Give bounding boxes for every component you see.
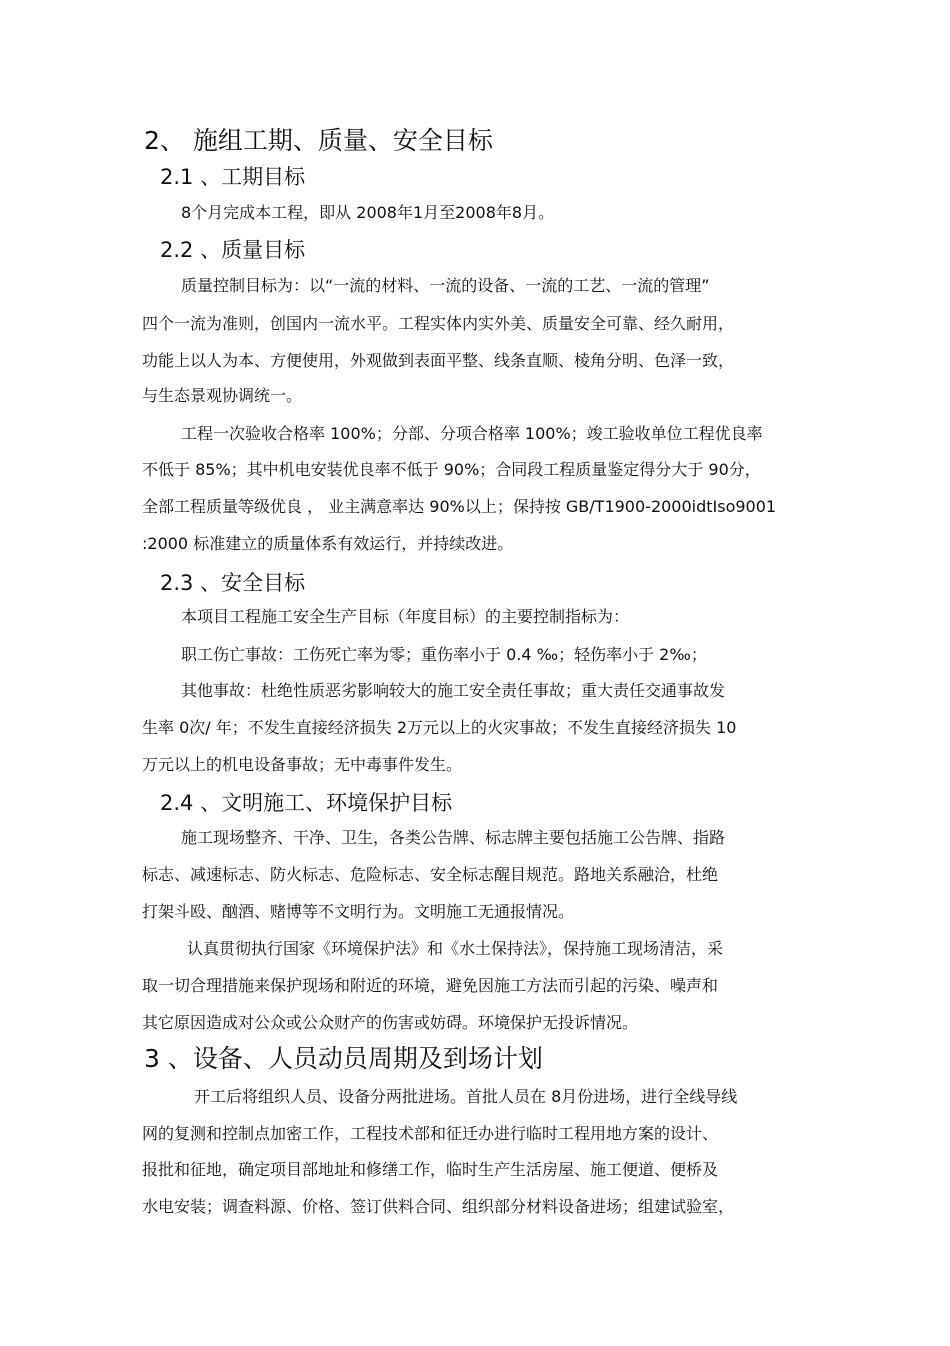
paragraph-line: 本项目工程施工安全生产目标（年度目标）的主要控制指标为： xyxy=(181,607,630,626)
section-2-1-heading: 2.1 、工期目标 xyxy=(160,165,306,189)
paragraph-line: 8个月完成本工程，即从 2008年1月至2008年8月。 xyxy=(181,203,555,222)
section-2-2-heading: 2.2 、质量目标 xyxy=(160,238,306,262)
paragraph-line: 生率 0次/ 年；不发生直接经济损失 2万元以上的火灾事故；不发生直接经济损失 10 xyxy=(142,718,737,737)
paragraph-line: 水电安装；调查料源、价格、签订供料合同、组织部分材料设备进场；组建试验室， xyxy=(142,1197,735,1216)
paragraph-line: 开工后将组织人员、设备分两批进场。首批人员在 8月份进场，进行全线导线 xyxy=(194,1087,738,1106)
paragraph-line: 功能上以人为本、方便使用，外观做到表面平整、线条直顺、棱角分明、色泽一致， xyxy=(142,351,735,370)
paragraph-line: 万元以上的机电设备事故；无中毒事件发生。 xyxy=(142,755,463,774)
paragraph-line: 四个一流为准则，创国内一流水平。工程实体内实外美、质量安全可靠、经久耐用， xyxy=(142,314,735,333)
section-3-heading: 3 、设备、人员动员周期及到场计划 xyxy=(144,1044,543,1073)
paragraph-line: 其他事故：杜绝性质恶劣影响较大的施工安全责任事故；重大责任交通事故发 xyxy=(181,681,726,700)
paragraph-line: 工程一次验收合格率 100%；分部、分项合格率 100%；竣工验收单位工程优良率 xyxy=(181,424,763,443)
section-2-heading: 2、 施组工期、质量、安全目标 xyxy=(144,126,493,155)
paragraph-line: 不低于 85%；其中机电安装优良率不低于 90%；合同段工程质量鉴定得分大于 90分， xyxy=(142,460,761,479)
paragraph-line: 其它原因造成对公众或公众财产的伤害或妨碍。环境保护无投诉情况。 xyxy=(142,1013,639,1032)
paragraph-line: 与生态景观协调统一。 xyxy=(142,386,303,405)
paragraph-line: 质量控制目标为：以“一流的材料、一流的设备、一流的工艺、一流的管理” xyxy=(181,276,710,295)
paragraph-line: 标志、减速标志、防火标志、危险标志、安全标志醒目规范。路地关系融洽，杜绝 xyxy=(142,865,719,884)
section-2-3-heading: 2.3 、安全目标 xyxy=(160,571,306,595)
paragraph-line: 取一切合理措施来保护现场和附近的环境，避免因施工方法而引起的污染、噪声和 xyxy=(142,976,719,995)
paragraph-line: 职工伤亡事故：工伤死亡率为零；重伤率小于 0.4 ‰；轻伤率小于 2‰； xyxy=(181,645,707,664)
paragraph-line: 打架斗殴、酗酒、赌博等不文明行为。文明施工无通报情况。 xyxy=(142,902,575,921)
paragraph-line: 报批和征地，确定项目部地址和修缮工作，临时生产生活房屋、施工便道、便桥及 xyxy=(142,1160,719,1179)
paragraph-line: 施工现场整齐、干净、卫生，各类公告牌、标志牌主要包括施工公告牌、指路 xyxy=(181,828,726,847)
paragraph-line: 网的复测和控制点加密工作，工程技术部和征迁办进行临时工程用地方案的设计、 xyxy=(142,1124,719,1143)
section-2-4-heading: 2.4 、文明施工、环境保护目标 xyxy=(160,791,453,815)
paragraph-line: 全部工程质量等级优良 ， 业主满意率达 90%以上；保持按 GB/T1900-2000idtIso9001 xyxy=(142,497,777,516)
paragraph-line: :2000 标准建立的质量体系有效运行，并持续改进。 xyxy=(142,534,514,553)
paragraph-line: 认真贯彻执行国家《环境保护法》和《水土保持法》，保持施工现场清洁，采 xyxy=(187,939,724,958)
